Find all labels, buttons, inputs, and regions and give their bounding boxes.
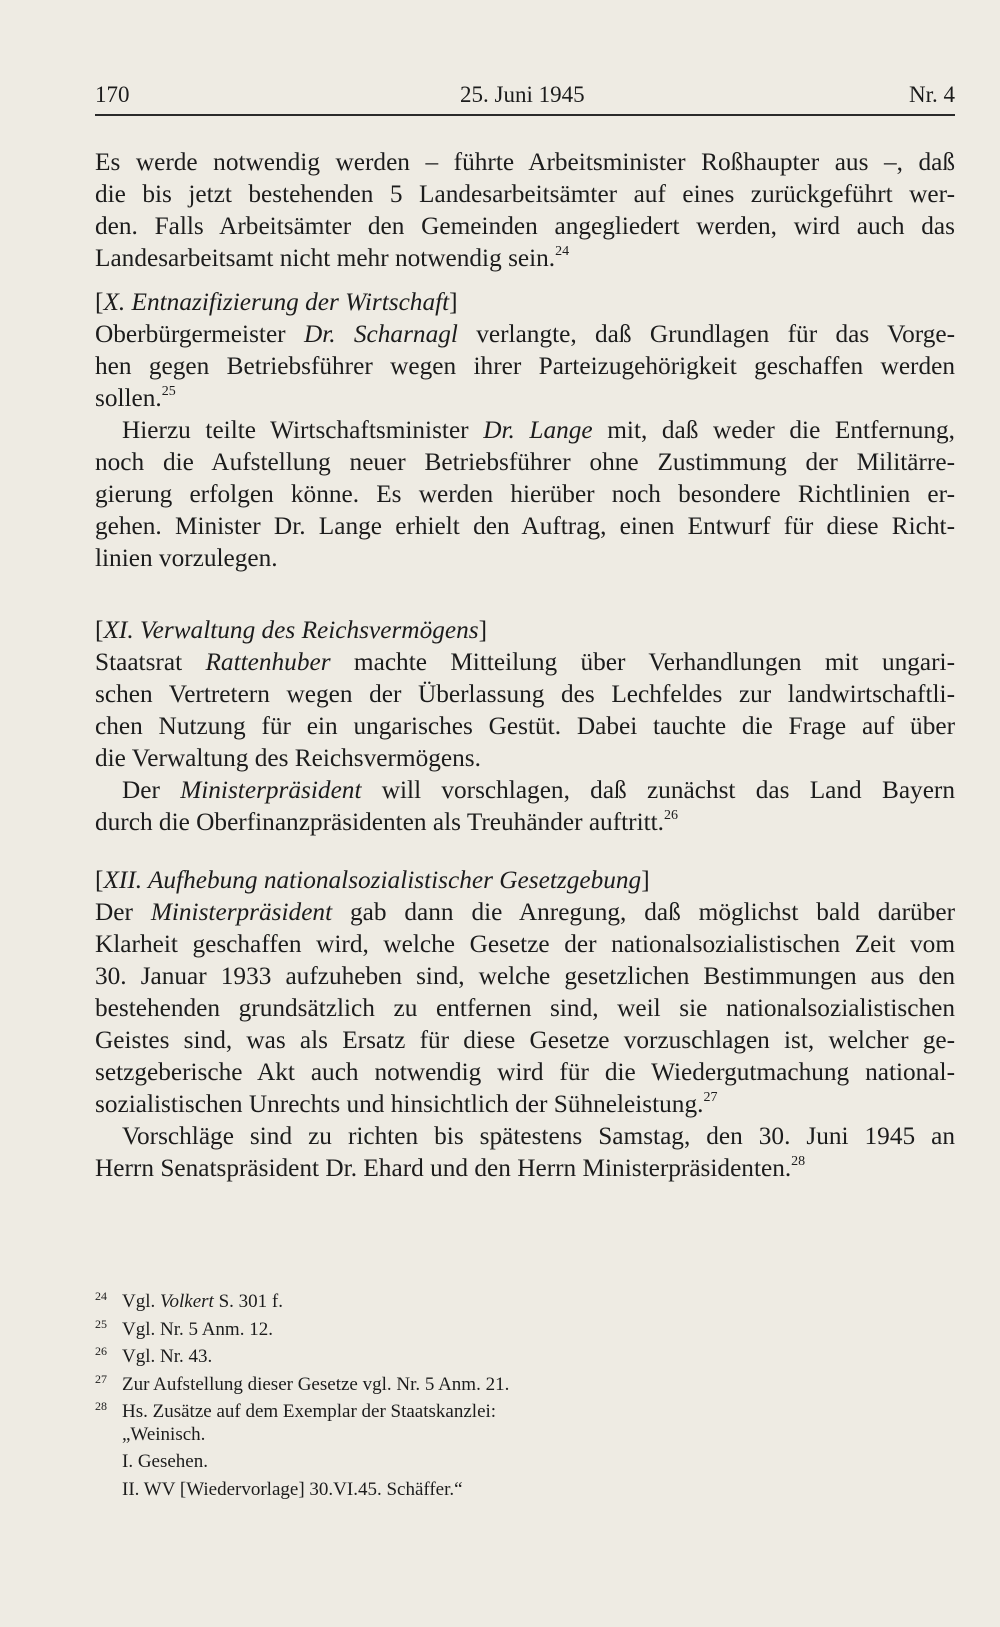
person-name: Rattenhuber: [205, 648, 331, 676]
section-title: Aufhebung nationalsozialistischer Gesetzgebung: [147, 866, 642, 894]
footnote-ref: 26: [664, 808, 678, 823]
text-line: [95, 896, 955, 928]
text-line: [95, 774, 955, 806]
footnote-ref: 24: [555, 244, 570, 259]
section-xi: [95, 614, 955, 838]
section-title: Verwaltung des Reichsvermögens: [139, 616, 479, 644]
paragraph-labour-offices: [95, 146, 955, 274]
footnote-number: 25: [95, 1316, 107, 1331]
footnote-text: Vgl. Nr. 43.: [122, 1346, 213, 1367]
text-span: verlangte, daß Grundlagen für das Vorge-: [457, 320, 955, 348]
text-span: Landesarbeitsamt nicht mehr notwendig sein.: [95, 244, 556, 272]
text-line: hen gegen Betriebsführer wegen ihrer Parteizugehörigkeit geschaffen werden: [95, 352, 955, 380]
text-line: [95, 318, 955, 350]
bracket: ]: [449, 288, 458, 316]
bracket: [: [95, 288, 104, 316]
text-span: Herrn Senatspräsident Dr. Ehard und den Herrn Ministerpräsidenten.: [95, 1154, 792, 1182]
text-line: [95, 806, 955, 838]
text-line: gehen. Minister Dr. Lange erhielt den Auftrag, einen Entwurf für diese Richt-: [95, 512, 955, 540]
section-xii: [95, 864, 955, 1184]
footnote-text: Hs. Zusätze auf dem Exemplar der Staatskanzlei:: [122, 1401, 497, 1422]
footnote-text: Zur Aufstellung dieser Gesetze vgl. Nr. 5 Anm. 21.: [122, 1373, 510, 1395]
text-line: [95, 242, 955, 274]
footnote-number: 24: [95, 1289, 107, 1303]
footnote-ref: 27: [703, 1090, 718, 1105]
text-line: Vorschläge sind zu richten bis spätestens Samstag, den 30. Juni 1945 an: [122, 1122, 955, 1150]
text-line: die bis jetzt bestehenden 5 Landesarbeitsämter auf eines zurückgeführt wer-: [95, 180, 955, 208]
footnote-ref: 28: [791, 1154, 806, 1169]
footnote-number: 27: [95, 1371, 107, 1386]
section-title: Entnazifizierung der Wirtschaft: [131, 288, 450, 316]
text-span: Staatsrat: [95, 648, 206, 676]
text-span: mit, daß weder die Entfernung,: [592, 416, 956, 444]
section-number: X.: [103, 288, 132, 316]
footnote-number: 26: [95, 1344, 107, 1358]
person-title: Ministerpräsident: [180, 776, 362, 804]
text-line: [95, 382, 955, 414]
page-number: 170: [95, 82, 130, 107]
text-line: [95, 1152, 955, 1184]
footnote-25: [95, 1311, 955, 1339]
text-span: will vorschlagen, daß zunächst das Land Bayern: [361, 776, 955, 804]
section-number: XI.: [103, 616, 140, 644]
text-span: machte Mitteilung über Verhandlungen mit ungari-: [330, 648, 955, 676]
footnote-28-line: II. WV [Wiedervorlage] 30.VI.45. Schäffer.“: [122, 1478, 463, 1500]
person-title: Ministerpräsident: [150, 898, 333, 926]
section-x: [95, 286, 955, 574]
section-heading: [95, 864, 955, 896]
section-heading: [95, 286, 955, 318]
section-number: XII.: [103, 866, 148, 894]
footnote-28-line: I. Gesehen.: [122, 1451, 208, 1472]
bracket: ]: [478, 616, 488, 644]
text-line: [95, 646, 955, 678]
text-line: chen Nutzung für ein ungarisches Gestüt. Dabei tauchte die Frage auf über: [95, 712, 955, 740]
footnote-28-line: „Weinisch.: [122, 1423, 206, 1445]
text-span: sollen.: [95, 384, 162, 412]
document-number: Nr. 4: [909, 82, 955, 107]
text-line: Geistes sind, was als Ersatz für diese Gesetze vorzuschlagen ist, welcher ge-: [95, 1026, 955, 1054]
text-line: noch die Aufstellung neuer Betriebsführer ohne Zustimmung der Militärre-: [95, 448, 955, 476]
text-span: gab dann die Anregung, daß möglichst bald darüber: [332, 898, 955, 926]
footnote-24: [95, 1283, 955, 1311]
text-span: Der: [95, 898, 151, 926]
text-line: [95, 1088, 955, 1120]
footnotes: [95, 1283, 955, 1503]
person-name: Dr. Lange: [483, 416, 593, 444]
text-span: durch die Oberfinanzpräsidenten als Treuhänder auftritt.: [95, 808, 664, 836]
footnote-number: 28: [95, 1399, 107, 1413]
footnote-text: Vgl.: [122, 1291, 160, 1312]
text-line: linien vorzulegen.: [95, 544, 278, 572]
bracket: ]: [641, 866, 650, 894]
footnote-27: [95, 1366, 955, 1394]
person-name: Dr. Scharnagl: [303, 320, 458, 348]
text-line: gierung erfolgen könne. Es werden hierüber noch besondere Richtlinien er-: [95, 480, 955, 508]
text-line: Es werde notwendig werden – führte Arbeitsminister Roßhaupter aus –, daß: [95, 148, 955, 176]
text-span: sozialistischen Unrechts und hinsichtlich der Sühneleistung.: [95, 1090, 704, 1118]
footnote-26: [95, 1338, 955, 1366]
text-line: die Verwaltung des Reichsvermögens.: [95, 744, 481, 772]
footnote-28: [95, 1393, 955, 1421]
section-heading: [95, 614, 955, 646]
text-line: schen Vertretern wegen der Überlassung des Lechfeldes zur landwirtschaftli-: [95, 680, 955, 708]
text-line: [95, 414, 955, 446]
bracket: [: [95, 866, 104, 894]
footnote-ref: 25: [161, 384, 176, 399]
running-header: [95, 78, 955, 116]
text-span: Der: [122, 776, 181, 804]
text-line: setzgeberische Akt auch notwendig wird für die Wiedergutmachung national-: [95, 1058, 955, 1086]
text-span: Oberbürgermeister: [95, 320, 304, 348]
text-line: Klarheit geschaffen wird, welche Gesetze der nationalsozialistischen Zeit vom: [95, 930, 955, 958]
header-date: 25. Juni 1945: [460, 82, 585, 107]
text-line: 30. Januar 1933 aufzuheben sind, welche gesetzlichen Bestimmungen aus den: [95, 962, 955, 990]
author-name: Volkert: [160, 1291, 214, 1312]
text-line: den. Falls Arbeitsämter den Gemeinden angegliedert werden, wird auch das: [95, 212, 955, 240]
bracket: [: [95, 616, 104, 644]
text-span: Hierzu teilte Wirtschaftsminister: [122, 416, 484, 444]
footnote-text: S. 301 f.: [213, 1291, 283, 1312]
text-line: bestehenden grundsätzlich zu entfernen sind, weil sie nationalsozialistischen: [95, 994, 955, 1022]
footnote-text: Vgl. Nr. 5 Anm. 12.: [122, 1318, 273, 1340]
